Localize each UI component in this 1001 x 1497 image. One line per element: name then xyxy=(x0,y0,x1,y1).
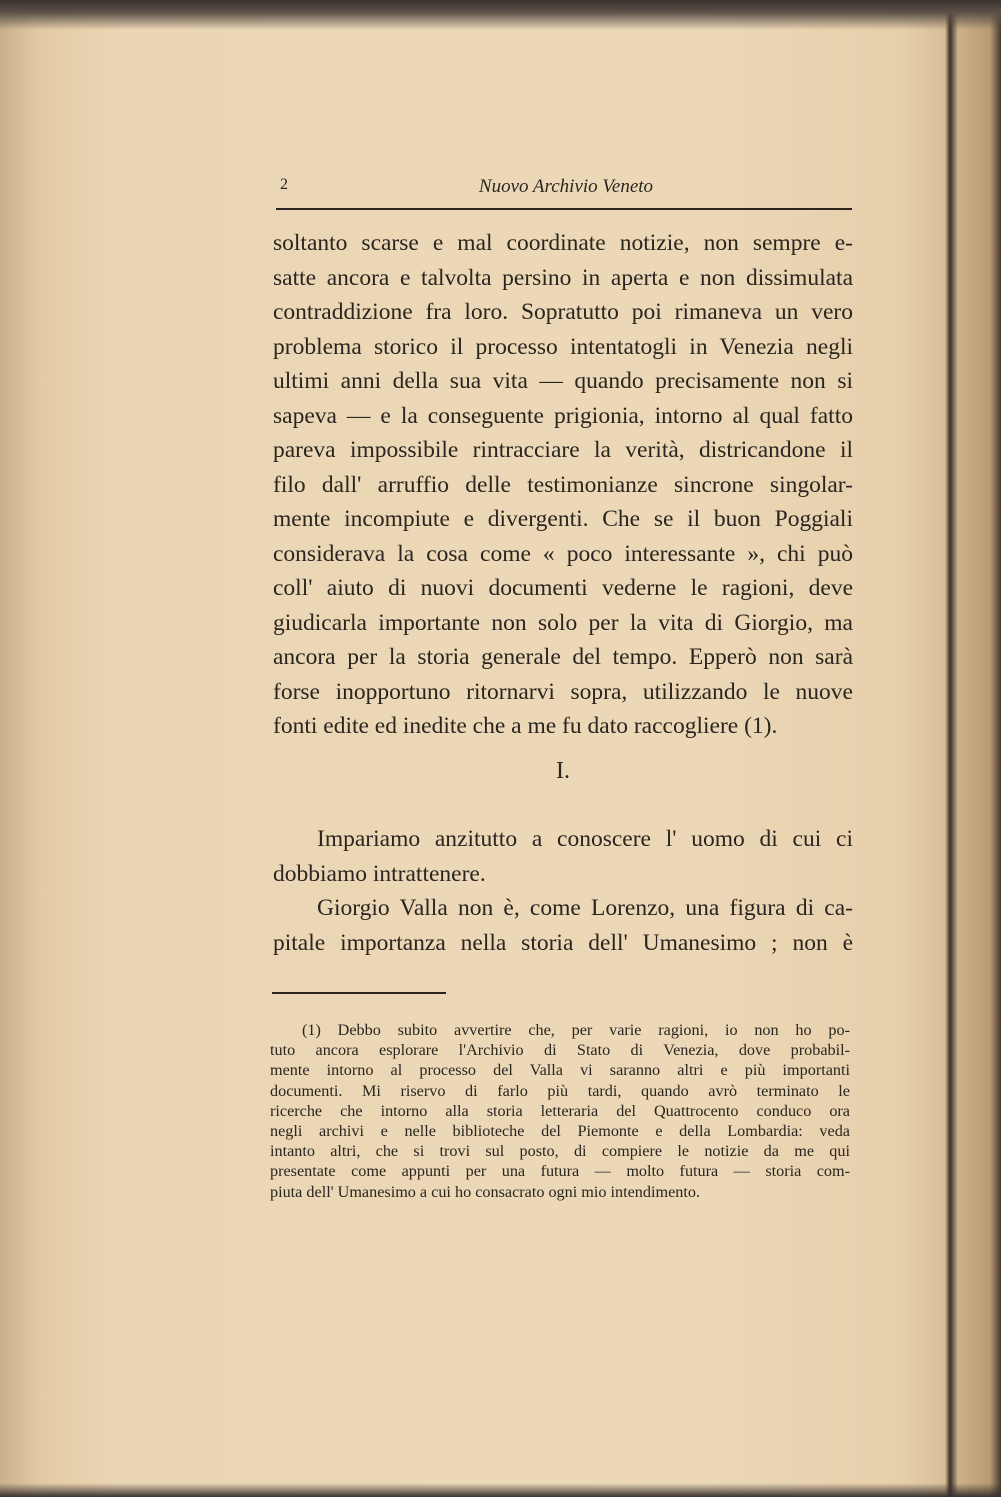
text-line: dobbiamo intrattenere. xyxy=(273,860,486,887)
text-line: Impariamo anzitutto a conoscere l' uomo di cui ci xyxy=(317,826,853,852)
footnote-line: documenti. Mi riservo di farlo più tardi, quando avrò terminato le xyxy=(270,1081,850,1100)
text-line: problema storico il processo intentatogli in Venezia negli xyxy=(273,333,853,360)
text-line: ancora per la storia generale del tempo. Epperò non sarà xyxy=(273,644,853,670)
text-line: contraddizione fra loro. Sopratutto poi rimaneva un vero xyxy=(273,299,853,325)
footnote-line: presentate come appunti per una futura — molto futura — storia com- xyxy=(270,1162,850,1181)
footnote-line: intanto altri, che si trovi sul posto, di compiere le notizie da me qui xyxy=(270,1142,850,1161)
footnote-line: (1) Debbo subito avvertire che, per varie ragioni, io non ho po- xyxy=(302,1021,850,1039)
footnote-line: mente intorno al processo del Valla vi saranno altri e più importanti xyxy=(270,1061,850,1080)
text-line: filo dall' arruffio delle testimonianze sincrone singolar- xyxy=(273,471,853,498)
text-line: sapeva — e la conseguente prigionia, intorno al qual fatto xyxy=(273,402,853,429)
text-line: forse inopportuno ritornarvi sopra, utilizzando le nuove xyxy=(273,678,853,705)
header-rule xyxy=(276,208,852,210)
footnote-line: negli archivi e nelle biblioteche del Piemonte e della Lombardia: veda xyxy=(270,1121,850,1140)
text-line: Giorgio Valla non è, come Lorenzo, una figura di ca- xyxy=(317,895,853,921)
footnote-line: tuto ancora esplorare l'Archivio di Stato di Venezia, dove probabil- xyxy=(270,1041,850,1060)
running-title: Nuovo Archivio Veneto xyxy=(478,176,654,197)
section-heading: I. xyxy=(556,758,570,784)
text-line: fonti edite ed inedite che a me fu dato raccogliere (1). xyxy=(273,713,778,739)
running-header xyxy=(280,176,852,202)
page-number: 2 xyxy=(280,176,288,193)
body-paragraph xyxy=(273,226,853,744)
footnote xyxy=(270,1020,850,1202)
text-line: satte ancora e talvolta persino in aperta e non dissimulata xyxy=(273,264,853,291)
text-line: considerava la cosa come « poco interessante », chi può xyxy=(273,540,853,567)
footnote-line: ricerche che intorno alla storia letteraria del Quattrocento conduco ora xyxy=(270,1101,850,1120)
text-line: soltanto scarse e mal coordinate notizie, non sempre e- xyxy=(273,230,853,256)
text-line: coll' aiuto di nuovi documenti vederne le ragioni, deve xyxy=(273,575,853,601)
text-line: giudicarla importante non solo per la vita di Giorgio, ma xyxy=(273,609,853,636)
footnote-rule xyxy=(272,992,446,994)
footnote-line: piuta dell' Umanesimo a cui ho consacrato ogni mio intendimento. xyxy=(270,1182,700,1201)
text-line: ultimi anni della sua vita — quando precisamente non si xyxy=(273,368,853,394)
text-line: pitale importanza nella storia dell' Umanesimo ; non è xyxy=(273,929,853,956)
text-line: pareva impossibile rintracciare la verità, districandone il xyxy=(273,437,853,463)
text-line: mente incompiute e divergenti. Che se il buon Poggiali xyxy=(273,506,853,532)
page-bottom-edge xyxy=(0,1483,1001,1497)
page-top-edge xyxy=(0,0,1001,30)
section-paragraph xyxy=(273,822,853,960)
